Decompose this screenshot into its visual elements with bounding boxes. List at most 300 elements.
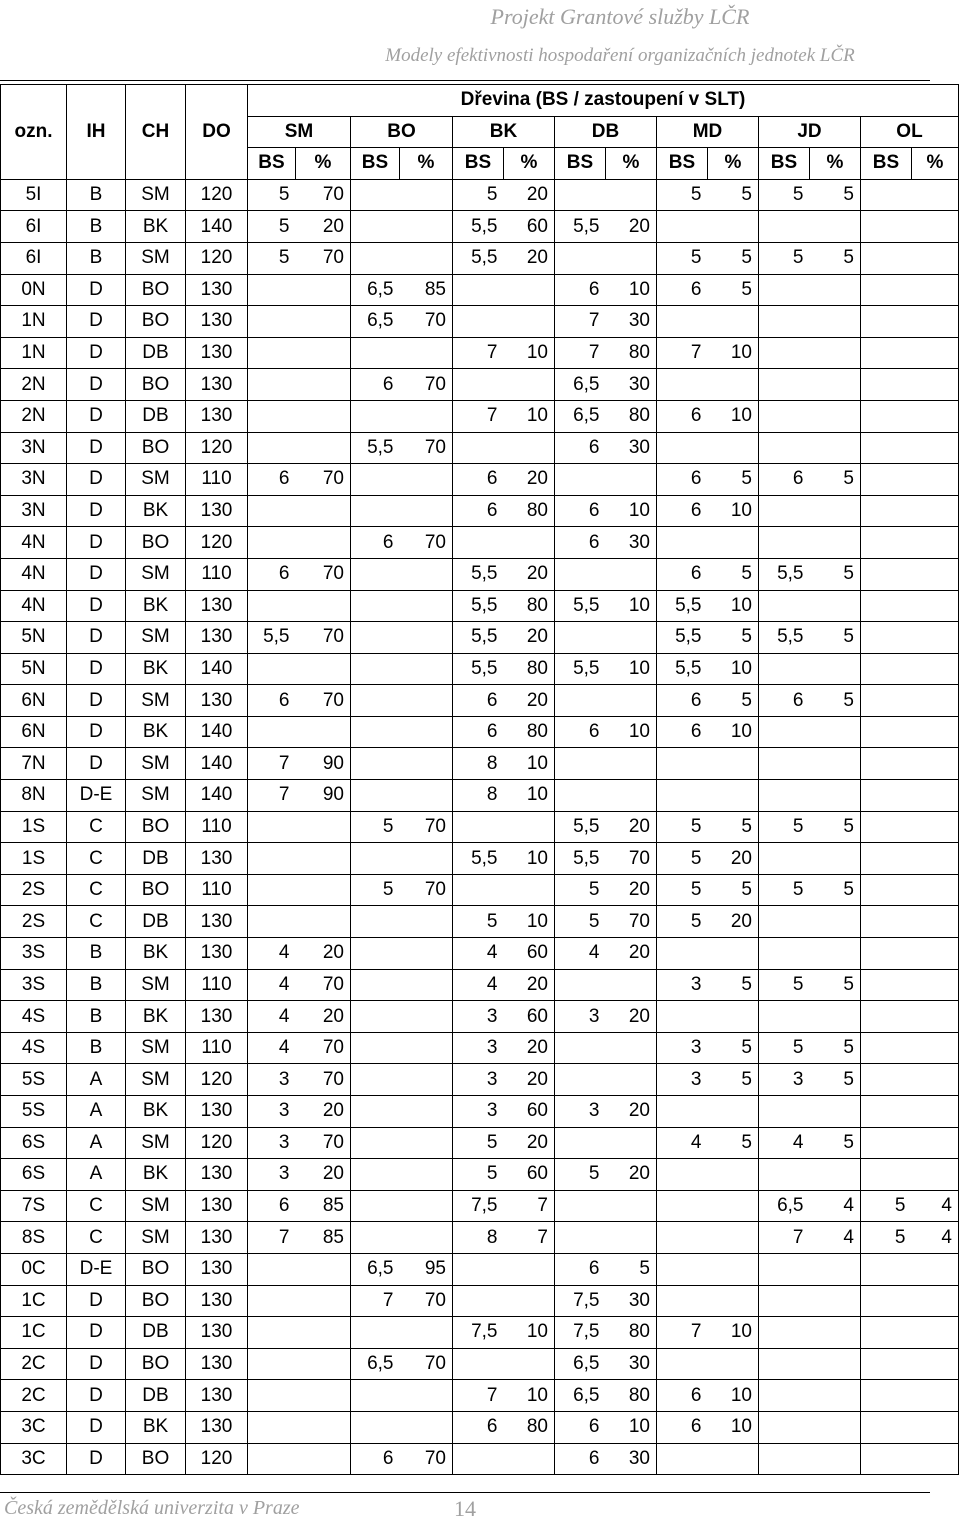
cell-percent bbox=[400, 1190, 453, 1222]
cell-do: 130 bbox=[186, 1348, 248, 1380]
cell-bs: 5 bbox=[657, 843, 708, 875]
table-row bbox=[1, 938, 959, 970]
cell-bs: 5 bbox=[351, 874, 400, 906]
cell-percent: 20 bbox=[504, 685, 555, 717]
cell-bs bbox=[248, 716, 296, 748]
cell-ch: BO bbox=[126, 527, 186, 559]
cell-ch: BK bbox=[126, 938, 186, 970]
cell-do: 110 bbox=[186, 874, 248, 906]
cell-percent bbox=[912, 622, 959, 654]
cell-percent bbox=[296, 1317, 351, 1349]
cell-ozn: 6N bbox=[1, 685, 67, 717]
cell-bs bbox=[657, 369, 708, 401]
cell-bs: 6 bbox=[248, 1190, 296, 1222]
cell-bs: 6 bbox=[351, 527, 400, 559]
table-row bbox=[1, 1096, 959, 1128]
cell-percent: 20 bbox=[606, 1159, 657, 1191]
cell-ih: D bbox=[67, 1285, 126, 1317]
cell-percent bbox=[912, 495, 959, 527]
percent-subheader: % bbox=[810, 148, 861, 180]
cell-percent: 5 bbox=[708, 179, 759, 211]
cell-percent bbox=[504, 1348, 555, 1380]
header-blank-cell bbox=[67, 148, 126, 180]
cell-percent: 80 bbox=[606, 1380, 657, 1412]
cell-bs bbox=[861, 843, 912, 875]
cell-bs bbox=[861, 1411, 912, 1443]
cell-bs: 5 bbox=[555, 874, 606, 906]
cell-percent: 80 bbox=[504, 495, 555, 527]
cell-ch: SM bbox=[126, 748, 186, 780]
cell-percent bbox=[912, 1253, 959, 1285]
cell-ozn: 1C bbox=[1, 1317, 67, 1349]
cell-percent bbox=[708, 1222, 759, 1254]
cell-percent: 20 bbox=[504, 622, 555, 654]
cell-bs bbox=[861, 874, 912, 906]
cell-ih: C bbox=[67, 811, 126, 843]
cell-percent: 20 bbox=[606, 874, 657, 906]
cell-bs bbox=[861, 685, 912, 717]
cell-ozn: 6S bbox=[1, 1159, 67, 1191]
cell-percent: 5 bbox=[708, 1032, 759, 1064]
species-table bbox=[0, 84, 959, 1475]
cell-bs: 5,5 bbox=[351, 432, 400, 464]
cell-percent: 10 bbox=[708, 1317, 759, 1349]
cell-do: 130 bbox=[186, 400, 248, 432]
cell-bs: 6 bbox=[555, 1253, 606, 1285]
cell-bs bbox=[861, 1159, 912, 1191]
cell-ch: DB bbox=[126, 906, 186, 938]
cell-bs: 6 bbox=[657, 1380, 708, 1412]
cell-percent: 60 bbox=[504, 938, 555, 970]
table-row bbox=[1, 1348, 959, 1380]
cell-ozn: 1C bbox=[1, 1285, 67, 1317]
cell-percent bbox=[296, 874, 351, 906]
cell-ch: BO bbox=[126, 369, 186, 401]
cell-ch: BK bbox=[126, 716, 186, 748]
cell-bs: 6,5 bbox=[555, 400, 606, 432]
cell-bs bbox=[351, 1001, 400, 1033]
bs-subheader: BS bbox=[351, 148, 400, 180]
cell-bs: 3 bbox=[248, 1064, 296, 1096]
cell-bs: 5 bbox=[555, 1159, 606, 1191]
cell-bs: 5,5 bbox=[453, 558, 504, 590]
cell-percent: 10 bbox=[606, 495, 657, 527]
cell-bs bbox=[657, 432, 708, 464]
table-row bbox=[1, 1222, 959, 1254]
cell-ozn: 3C bbox=[1, 1411, 67, 1443]
cell-percent bbox=[400, 906, 453, 938]
cell-percent: 60 bbox=[504, 1159, 555, 1191]
cell-ozn: 1S bbox=[1, 843, 67, 875]
cell-bs: 5,5 bbox=[555, 590, 606, 622]
cell-ozn: 8N bbox=[1, 780, 67, 812]
cell-ozn: 5N bbox=[1, 653, 67, 685]
cell-bs: 5,5 bbox=[555, 843, 606, 875]
cell-bs: 6,5 bbox=[555, 369, 606, 401]
cell-percent bbox=[810, 1285, 861, 1317]
cell-percent bbox=[912, 337, 959, 369]
cell-bs bbox=[453, 1285, 504, 1317]
cell-percent bbox=[912, 938, 959, 970]
cell-ch: SM bbox=[126, 1222, 186, 1254]
cell-do: 130 bbox=[186, 1285, 248, 1317]
cell-percent bbox=[400, 748, 453, 780]
cell-percent bbox=[912, 969, 959, 1001]
cell-bs bbox=[351, 1159, 400, 1191]
cell-ch: BK bbox=[126, 1001, 186, 1033]
cell-ih: D bbox=[67, 432, 126, 464]
cell-bs: 5 bbox=[861, 1222, 912, 1254]
cell-percent: 5 bbox=[708, 464, 759, 496]
cell-bs bbox=[657, 780, 708, 812]
cell-bs bbox=[759, 400, 810, 432]
cell-ih: D bbox=[67, 1348, 126, 1380]
cell-bs: 5,5 bbox=[453, 843, 504, 875]
species-header: SM bbox=[248, 116, 351, 148]
cell-percent bbox=[810, 716, 861, 748]
cell-bs bbox=[248, 906, 296, 938]
table-row bbox=[1, 464, 959, 496]
cell-ih: C bbox=[67, 1222, 126, 1254]
cell-percent: 5 bbox=[810, 179, 861, 211]
cell-bs bbox=[351, 211, 400, 243]
cell-percent bbox=[708, 211, 759, 243]
cell-bs: 5,5 bbox=[453, 211, 504, 243]
cell-bs bbox=[248, 1253, 296, 1285]
cell-ozn: 5I bbox=[1, 179, 67, 211]
cell-percent bbox=[400, 1001, 453, 1033]
cell-percent: 20 bbox=[708, 906, 759, 938]
cell-bs: 7 bbox=[657, 337, 708, 369]
cell-percent: 10 bbox=[504, 780, 555, 812]
cell-ozn: 2C bbox=[1, 1380, 67, 1412]
cell-percent bbox=[296, 1411, 351, 1443]
table-row bbox=[1, 1253, 959, 1285]
cell-percent bbox=[912, 748, 959, 780]
cell-percent bbox=[400, 1032, 453, 1064]
cell-bs: 6 bbox=[555, 495, 606, 527]
cell-percent bbox=[504, 811, 555, 843]
cell-bs: 6 bbox=[555, 432, 606, 464]
cell-bs: 6,5 bbox=[351, 306, 400, 338]
table-row bbox=[1, 527, 959, 559]
cell-do: 130 bbox=[186, 685, 248, 717]
cell-ch: BO bbox=[126, 432, 186, 464]
cell-percent: 5 bbox=[810, 1127, 861, 1159]
cell-bs: 5 bbox=[759, 811, 810, 843]
cell-bs bbox=[555, 558, 606, 590]
cell-bs bbox=[861, 590, 912, 622]
cell-percent bbox=[296, 811, 351, 843]
cell-bs: 3 bbox=[555, 1096, 606, 1128]
cell-bs: 6 bbox=[351, 369, 400, 401]
cell-bs: 7 bbox=[453, 337, 504, 369]
cell-ch: BK bbox=[126, 1096, 186, 1128]
cell-ozn: 2S bbox=[1, 906, 67, 938]
cell-percent: 10 bbox=[708, 590, 759, 622]
cell-percent bbox=[708, 1285, 759, 1317]
cell-bs bbox=[453, 1348, 504, 1380]
cell-bs bbox=[351, 716, 400, 748]
cell-percent bbox=[400, 558, 453, 590]
table-row bbox=[1, 179, 959, 211]
cell-bs bbox=[861, 1285, 912, 1317]
cell-bs: 6 bbox=[657, 685, 708, 717]
cell-percent bbox=[912, 179, 959, 211]
cell-bs bbox=[657, 1222, 708, 1254]
cell-do: 140 bbox=[186, 716, 248, 748]
cell-percent: 7 bbox=[504, 1222, 555, 1254]
cell-ozn: 1N bbox=[1, 306, 67, 338]
cell-percent bbox=[606, 464, 657, 496]
cell-bs bbox=[861, 306, 912, 338]
cell-bs bbox=[248, 1348, 296, 1380]
cell-bs bbox=[453, 1443, 504, 1475]
cell-bs bbox=[351, 843, 400, 875]
cell-percent bbox=[296, 527, 351, 559]
cell-bs: 5 bbox=[861, 1190, 912, 1222]
cell-percent bbox=[912, 811, 959, 843]
cell-bs: 6 bbox=[657, 464, 708, 496]
cell-bs bbox=[759, 653, 810, 685]
header-row-species bbox=[1, 116, 959, 148]
cell-bs bbox=[759, 716, 810, 748]
cell-percent bbox=[400, 1222, 453, 1254]
cell-percent bbox=[912, 685, 959, 717]
cell-bs bbox=[759, 211, 810, 243]
cell-percent bbox=[606, 1032, 657, 1064]
cell-percent bbox=[912, 843, 959, 875]
cell-percent bbox=[912, 1032, 959, 1064]
header-subtitle: Modely efektivnosti hospodaření organizačních jednotek LČR bbox=[385, 45, 855, 66]
cell-ch: SM bbox=[126, 622, 186, 654]
cell-bs bbox=[453, 1253, 504, 1285]
cell-do: 110 bbox=[186, 1032, 248, 1064]
cell-percent bbox=[606, 622, 657, 654]
cell-do: 130 bbox=[186, 906, 248, 938]
table-row bbox=[1, 1317, 959, 1349]
cell-bs: 7 bbox=[248, 748, 296, 780]
cell-percent bbox=[504, 1443, 555, 1475]
header-title: Projekt Grantové služby LČR bbox=[490, 4, 750, 29]
cell-percent: 5 bbox=[810, 969, 861, 1001]
cell-ih: D bbox=[67, 1411, 126, 1443]
cell-do: 140 bbox=[186, 211, 248, 243]
cell-bs bbox=[453, 432, 504, 464]
table-row bbox=[1, 1159, 959, 1191]
cell-bs bbox=[759, 1348, 810, 1380]
cell-bs: 5 bbox=[555, 906, 606, 938]
cell-percent: 10 bbox=[606, 1411, 657, 1443]
cell-bs: 5 bbox=[759, 1032, 810, 1064]
cell-bs: 6,5 bbox=[759, 1190, 810, 1222]
table-row bbox=[1, 622, 959, 654]
cell-bs bbox=[248, 432, 296, 464]
cell-bs bbox=[657, 1190, 708, 1222]
cell-do: 130 bbox=[186, 843, 248, 875]
cell-ch: BO bbox=[126, 811, 186, 843]
cell-percent: 5 bbox=[708, 242, 759, 274]
header-rule bbox=[0, 80, 930, 81]
table-row bbox=[1, 211, 959, 243]
cell-percent bbox=[810, 1001, 861, 1033]
cell-bs: 5,5 bbox=[555, 211, 606, 243]
cell-percent: 5 bbox=[708, 558, 759, 590]
cell-percent bbox=[912, 590, 959, 622]
cell-ozn: 8S bbox=[1, 1222, 67, 1254]
cell-ih: D bbox=[67, 464, 126, 496]
cell-percent bbox=[606, 969, 657, 1001]
table-row bbox=[1, 748, 959, 780]
cell-bs bbox=[861, 464, 912, 496]
cell-do: 130 bbox=[186, 938, 248, 970]
cell-bs: 3 bbox=[453, 1001, 504, 1033]
cell-bs bbox=[555, 1222, 606, 1254]
cell-percent bbox=[296, 369, 351, 401]
cell-percent bbox=[810, 274, 861, 306]
cell-percent: 90 bbox=[296, 780, 351, 812]
cell-bs: 5,5 bbox=[453, 622, 504, 654]
cell-percent: 10 bbox=[504, 337, 555, 369]
cell-percent: 5 bbox=[708, 1127, 759, 1159]
cell-ozn: 7S bbox=[1, 1190, 67, 1222]
cell-percent: 10 bbox=[606, 590, 657, 622]
table-row bbox=[1, 590, 959, 622]
cell-bs bbox=[861, 1064, 912, 1096]
cell-ch: BO bbox=[126, 1253, 186, 1285]
bs-subheader: BS bbox=[248, 148, 296, 180]
cell-ch: BO bbox=[126, 306, 186, 338]
cell-bs: 7 bbox=[248, 780, 296, 812]
cell-bs: 4 bbox=[248, 969, 296, 1001]
cell-percent bbox=[912, 400, 959, 432]
cell-percent: 5 bbox=[708, 969, 759, 1001]
cell-percent bbox=[810, 1253, 861, 1285]
cell-percent bbox=[912, 432, 959, 464]
cell-percent: 30 bbox=[606, 432, 657, 464]
cell-ih: B bbox=[67, 1001, 126, 1033]
cell-bs: 7 bbox=[351, 1285, 400, 1317]
cell-ch: BO bbox=[126, 1443, 186, 1475]
cell-percent: 80 bbox=[504, 590, 555, 622]
cell-bs: 6 bbox=[657, 400, 708, 432]
cell-percent bbox=[912, 558, 959, 590]
cell-percent: 20 bbox=[504, 1127, 555, 1159]
cell-ozn: 5N bbox=[1, 622, 67, 654]
cell-percent: 5 bbox=[708, 874, 759, 906]
cell-bs: 7 bbox=[453, 400, 504, 432]
cell-bs: 6 bbox=[453, 685, 504, 717]
cell-bs: 6 bbox=[453, 464, 504, 496]
cell-percent: 7 bbox=[504, 1190, 555, 1222]
cell-bs: 5,5 bbox=[453, 653, 504, 685]
cell-percent: 60 bbox=[504, 211, 555, 243]
cell-bs: 3 bbox=[657, 1064, 708, 1096]
cell-bs: 3 bbox=[657, 1032, 708, 1064]
cell-percent: 5 bbox=[708, 622, 759, 654]
cell-ozn: 4N bbox=[1, 527, 67, 559]
cell-ch: DB bbox=[126, 1317, 186, 1349]
cell-bs bbox=[861, 274, 912, 306]
cell-ozn: 2C bbox=[1, 1348, 67, 1380]
cell-ozn: 3S bbox=[1, 969, 67, 1001]
cell-percent: 10 bbox=[606, 716, 657, 748]
table-row bbox=[1, 716, 959, 748]
cell-percent bbox=[912, 1348, 959, 1380]
cell-bs bbox=[759, 1380, 810, 1412]
cell-bs: 4 bbox=[248, 1001, 296, 1033]
cell-percent bbox=[296, 1380, 351, 1412]
cell-bs: 6,5 bbox=[555, 1380, 606, 1412]
cell-bs: 6 bbox=[657, 1411, 708, 1443]
cell-percent: 10 bbox=[504, 1317, 555, 1349]
cell-ozn: 1S bbox=[1, 811, 67, 843]
cell-percent: 70 bbox=[296, 622, 351, 654]
cell-bs bbox=[248, 874, 296, 906]
header-blank-cell bbox=[1, 148, 67, 180]
cell-percent: 5 bbox=[810, 622, 861, 654]
cell-percent bbox=[810, 1096, 861, 1128]
cell-bs: 3 bbox=[657, 969, 708, 1001]
cell-percent: 10 bbox=[504, 843, 555, 875]
cell-percent bbox=[708, 748, 759, 780]
cell-ozn: 6S bbox=[1, 1127, 67, 1159]
cell-percent bbox=[912, 1317, 959, 1349]
cell-ih: A bbox=[67, 1159, 126, 1191]
table-row bbox=[1, 274, 959, 306]
cell-bs bbox=[351, 337, 400, 369]
cell-bs: 6 bbox=[657, 274, 708, 306]
cell-bs bbox=[759, 1096, 810, 1128]
table-row bbox=[1, 1411, 959, 1443]
cell-bs bbox=[351, 938, 400, 970]
cell-percent bbox=[504, 274, 555, 306]
cell-percent bbox=[912, 464, 959, 496]
cell-bs: 5 bbox=[248, 179, 296, 211]
cell-ih: B bbox=[67, 242, 126, 274]
cell-bs bbox=[351, 622, 400, 654]
cell-bs: 5,5 bbox=[555, 653, 606, 685]
cell-percent bbox=[912, 1443, 959, 1475]
table-row bbox=[1, 653, 959, 685]
cell-ih: C bbox=[67, 1190, 126, 1222]
cell-percent bbox=[810, 1380, 861, 1412]
cell-ch: SM bbox=[126, 464, 186, 496]
cell-percent: 5 bbox=[708, 274, 759, 306]
percent-subheader: % bbox=[912, 148, 959, 180]
cell-bs bbox=[861, 527, 912, 559]
cell-bs bbox=[861, 906, 912, 938]
cell-bs bbox=[861, 400, 912, 432]
table-row bbox=[1, 1190, 959, 1222]
table-row bbox=[1, 685, 959, 717]
species-header: BK bbox=[453, 116, 555, 148]
cell-percent: 70 bbox=[296, 969, 351, 1001]
cell-percent: 95 bbox=[400, 1253, 453, 1285]
cell-percent bbox=[296, 495, 351, 527]
cell-ih: A bbox=[67, 1064, 126, 1096]
cell-percent bbox=[400, 337, 453, 369]
cell-percent bbox=[810, 1317, 861, 1349]
percent-subheader: % bbox=[708, 148, 759, 180]
cell-percent bbox=[912, 1064, 959, 1096]
cell-percent bbox=[504, 369, 555, 401]
cell-bs bbox=[351, 653, 400, 685]
cell-bs: 5,5 bbox=[555, 811, 606, 843]
cell-bs bbox=[555, 1032, 606, 1064]
cell-bs: 6 bbox=[248, 685, 296, 717]
cell-ozn: 4N bbox=[1, 558, 67, 590]
